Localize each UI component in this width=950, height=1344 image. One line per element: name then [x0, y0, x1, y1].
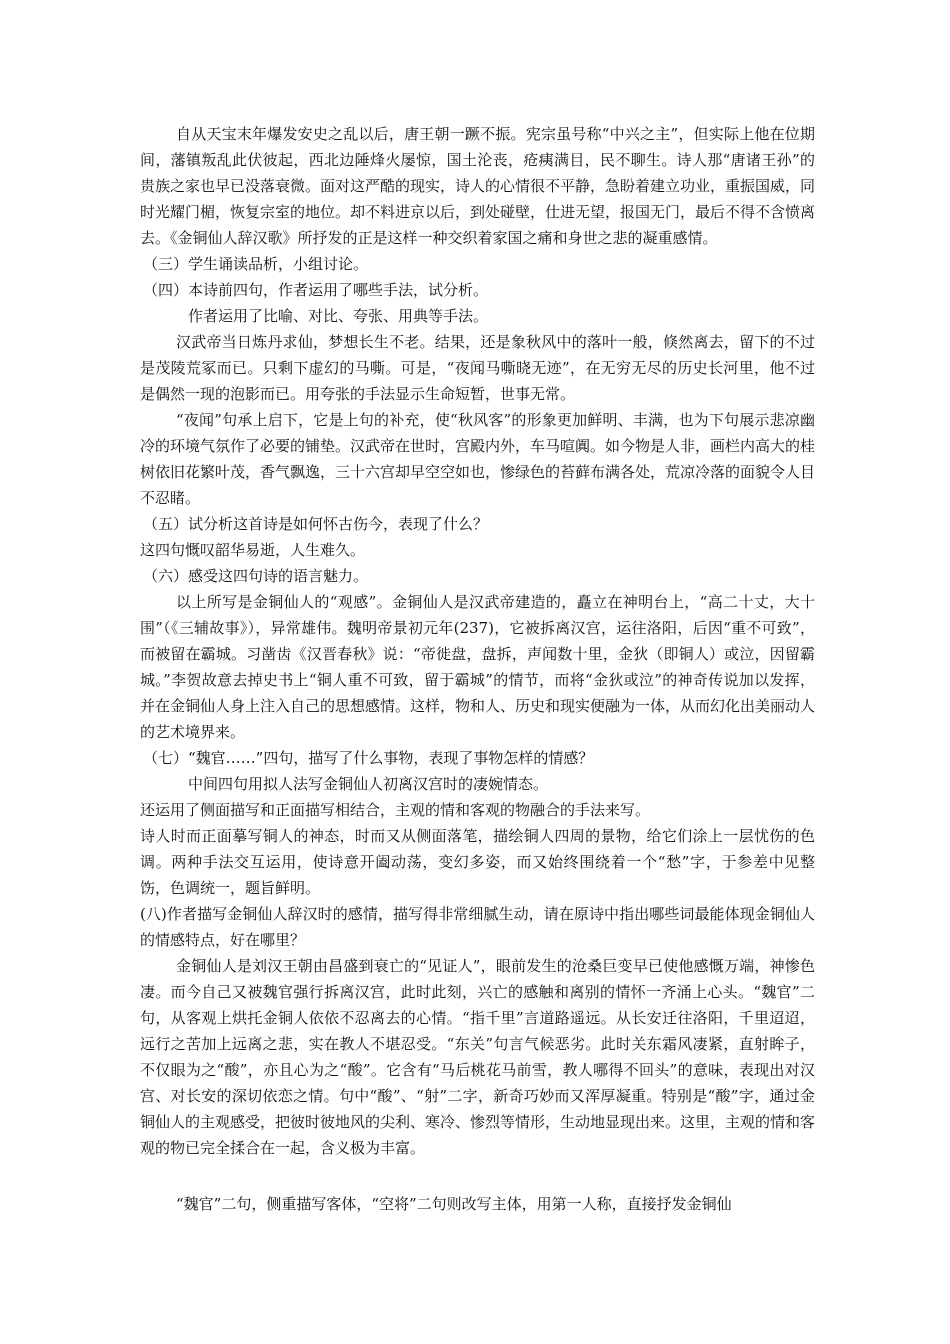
paragraph-emperor-wu: 汉武帝当日炼丹求仙，梦想长生不老。结果，还是象秋风中的落叶一般，倏然离去，留下的不过是茂陵荒冢而已。只剩下虚幻的马嘶。可是，“夜闻马嘶晓无迹”，在无穷无尽的历史长河里，他不过是偶然一现的泡影而已。用夸张的手法显示生命短暂，世事无常。: [140, 333, 815, 403]
paragraph-spacer: [140, 1161, 815, 1191]
paragraph-witness: 金铜仙人是刘汉王朝由昌盛到衰亡的“见证人”，眼前发生的沧桑巨变早已使他感慨万端，神惨色凄。而今自己又被魏官强行拆离汉宫，此时此刻，兴亡的感触和离别的情怀一齐涌上心头。“魏官”二句，从客观上烘托金铜人依依不忍离去的心情。“指千里”言道路遥远。从长安迁往洛阳，千里迢迢，远行之苦加上远离之悲，实在教人不堪忍受。“东关”句言气候恶劣。此时关东霜风凄紧，直射眸子，不仅眼为之“酸”，亦且心为之“酸”。它含有“马后桃花马前雪，教人哪得不回头”的意味，表现出对汉宫、对长安的深切依恋之情。句中“酸”、“射”二字，新奇巧妙而又浑厚凝重。特别是“酸”字，通过金铜仙人的主观感受，把彼时彼地风的尖利、寒冷、惨烈等情形，生动地显现出来。这里，主观的情和客观的物已完全揉合在一起，含义极为丰富。: [140, 957, 816, 1157]
paragraph-night-horse: “夜闻”句承上启下，它是上句的补充，使“秋风客”的形象更加鲜明、丰满，也为下句展示悲凉幽冷的环境气氛作了必要的铺垫。汉武帝在世时，宫殿内外，车马喧阗。如今物是人非，画栏内高大的桂树依旧花繁叶茂，香气飘逸，三十六宫却早空空如也，惨绿色的苔藓布满各处，荒凉冷落的面貌令人目不忍睹。: [140, 411, 816, 507]
heading-section-7: （七）“魏官……”四句，描写了什么事物，表现了事物怎样的情感？: [143, 749, 594, 767]
paragraph-background: 自从天宝末年爆发安史之乱以后，唐王朝一蹶不振。宪宗虽号称“中兴之主”，但实际上他在位期间，藩镇叛乱此伏彼起，西北边陲烽火屡惊，国土沦丧，疮痍满目，民不聊生。诗人那“唐诸王孙”的贵族之家也早已没落衰微。面对这严酷的现实，诗人的心情很不平静，急盼着建立功业，重振国威，同时光耀门楣，恢复宗室的地位。却不料进京以后，到处碰壁，仕进无望，报国无门，最后不得不含愤离去。《金铜仙人辞汉歌》所抒发的正是这样一种交织着家国之痛和身世之悲的凝重感情。: [140, 125, 816, 247]
document-body: [140, 121, 815, 1217]
paragraph-techniques: 作者运用了比喻、对比、夸张、用典等手法。: [188, 307, 489, 325]
heading-section-6: （六）感受这四句诗的语言魅力。: [143, 567, 369, 585]
heading-section-8: (八)作者描写金铜仙人辞汉时的感情，描写得非常细腻生动，请在原诗中指出哪些词最能体现金铜仙人的情感特点，好在哪里？: [140, 905, 815, 949]
paragraph-wei-officials: “魏官”二句，侧重描写客体，“空将”二句则改写主体，用第一人称，直接抒发金铜仙: [176, 1195, 732, 1213]
paragraph-sigh: 这四句慨叹韶华易逝，人生难久。: [140, 541, 366, 559]
paragraph-description-method: 还运用了侧面描写和正面描写相结合，主观的情和客观的物融合的手法来写。: [140, 801, 651, 819]
heading-section-4: （四）本诗前四句，作者运用了哪些手法，试分析。: [143, 281, 489, 299]
heading-section-5: （五）试分析这首诗是如何怀古伤今，表现了什么？: [143, 515, 489, 533]
paragraph-bronze-immortal: 以上所写是金铜仙人的“观感”。金铜仙人是汉武帝建造的，矗立在神明台上，“高二十丈，大十围”（《三辅故事》），异常雄伟。魏明帝景初元年(237)，它被拆离汉宫，运往洛阳，后因“重不可致”，而被留在霸城。习凿齿《汉晋春秋》说：“帝徙盘，盘拆，声闻数十里，金狄（即铜人）或泣，因留霸城。”李贺故意去掉史书上“铜人重不可致，留于霸城”的情节，而将“金狄或泣”的神奇传说加以发挥，并在金铜仙人身上注入自己的思想感情。这样，物和人、历史和现实便融为一体，从而幻化出美丽动人的艺术境界来。: [140, 593, 816, 741]
paragraph-poet-portrayal: 诗人时而正面摹写铜人的神态，时而又从侧面落笔，描绘铜人四周的景物，给它们涂上一层忧伤的色调。两种手法交互运用，使诗意开阖动荡，变幻多姿，而又始终围绕着一个“愁”字，于参差中见整饬，色调统一，题旨鲜明。: [140, 827, 815, 897]
paragraph-personification: 中间四句用拟人法写金铜仙人初离汉宫时的凄婉情态。: [188, 775, 549, 793]
heading-section-3: （三）学生诵读品析，小组讨论。: [143, 255, 369, 273]
